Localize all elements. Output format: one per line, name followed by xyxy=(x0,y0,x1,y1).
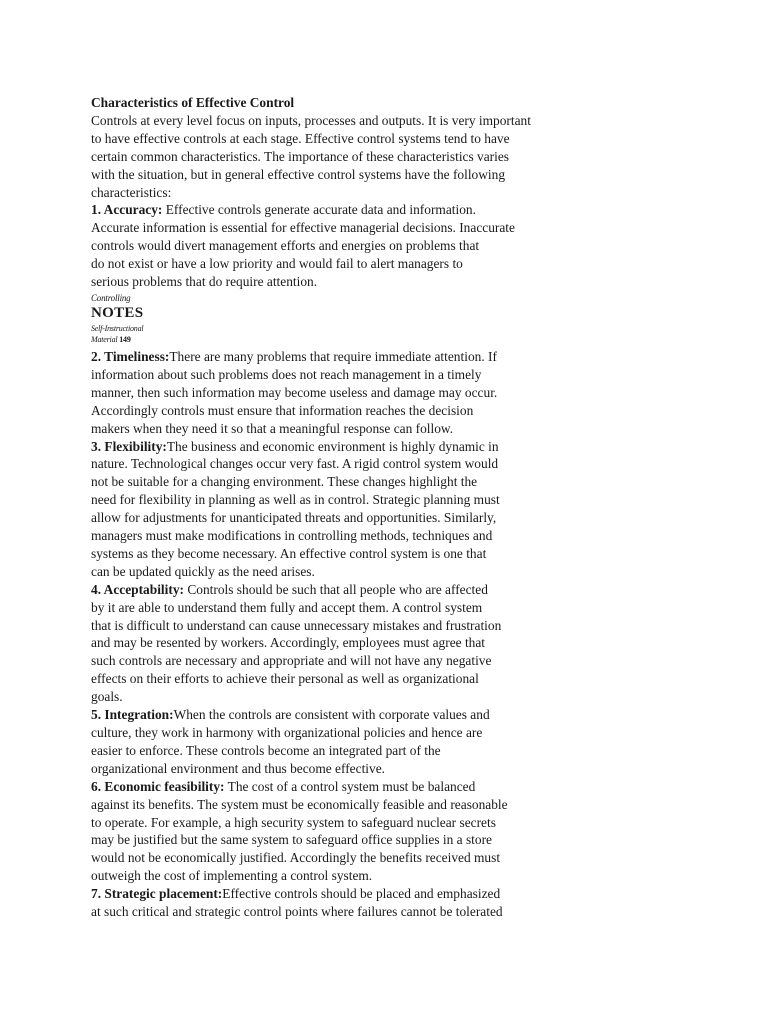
item-line: organizational environment and thus become effective. xyxy=(91,760,385,776)
page-number: 149 xyxy=(119,334,131,344)
characteristic-timeliness xyxy=(91,348,591,438)
item-text: The cost of a control system must be balanced xyxy=(224,778,476,794)
item-line: not be suitable for a changing environment. These changes highlight the xyxy=(91,474,478,490)
item-line: nature. Technological changes occur very fast. A rigid control system would xyxy=(91,456,499,472)
intro-line: certain common characteristics. The importance of these characteristics varies xyxy=(91,148,510,164)
characteristic-strategic-placement xyxy=(91,885,591,921)
item-line: such controls are necessary and appropriate and will not have any negative xyxy=(91,653,492,669)
notes-label: NOTES xyxy=(91,304,144,321)
characteristic-acceptability xyxy=(91,581,591,706)
item-line: against its benefits. The system must be economically feasible and reasonable xyxy=(91,796,508,812)
margin-notes-block xyxy=(91,292,591,345)
item-line: goals. xyxy=(91,689,123,705)
item-term: 7. Strategic placement: xyxy=(91,886,223,902)
item-text: Controls should be such that all people who are affected xyxy=(183,581,488,597)
item-line: and may be resented by workers. Accordingly, employees must agree that xyxy=(91,635,486,651)
item-line: at such critical and strategic control points where failures cannot be tolerated xyxy=(91,904,503,920)
item-term: 6. Economic feasibility: xyxy=(91,778,225,794)
item-line: systems as they become necessary. An effective control system is one that xyxy=(91,545,487,561)
characteristic-integration xyxy=(91,706,591,778)
item-line: can be updated quickly as the need arises. xyxy=(91,563,315,579)
characteristic-accuracy xyxy=(91,201,591,291)
item-line: Accordingly controls must ensure that information reaches the decision xyxy=(91,402,474,418)
item-line: managers must make modifications in controlling methods, techniques and xyxy=(91,528,493,544)
item-line: would not be economically justified. Accordingly the benefits received must xyxy=(91,850,501,866)
item-line: need for flexibility in planning as well as in control. Strategic planning must xyxy=(91,492,500,508)
material-label-2: Material xyxy=(91,334,118,344)
section-heading: Characteristics of Effective Control xyxy=(91,95,295,110)
intro-paragraph xyxy=(91,112,591,202)
item-line: allow for adjustments for unanticipated threats and opportunities. Similarly, xyxy=(91,510,497,526)
document-page xyxy=(91,94,591,921)
intro-line: with the situation, but in general effective control systems have the following xyxy=(91,166,506,182)
intro-line: Controls at every level focus on inputs, processes and outputs. It is very important xyxy=(91,112,531,128)
intro-line: characteristics: xyxy=(91,184,172,200)
page-number-line xyxy=(91,334,591,345)
item-term: 1. Accuracy: xyxy=(91,202,163,218)
item-line: culture, they work in harmony with organizational policies and hence are xyxy=(91,725,483,740)
item-term: 3. Flexibility: xyxy=(91,438,167,454)
item-line: serious problems that do require attention. xyxy=(91,274,318,290)
item-line: by it are able to understand them fully and accept them. A control system xyxy=(91,599,483,615)
characteristic-flexibility xyxy=(91,438,591,581)
intro-line: to have effective controls at each stage. Effective control systems tend to have xyxy=(91,130,510,146)
item-text: When the controls are consistent with corporate values and xyxy=(173,707,490,723)
item-line: easier to enforce. These controls become an integrated part of the xyxy=(91,742,441,758)
item-line: manner, then such information may become useless and damage may occur. xyxy=(91,384,498,400)
item-text: There are many problems that require immediate attention. If xyxy=(169,348,497,364)
item-line: to operate. For example, a high security system to safeguard nuclear secrets xyxy=(91,814,496,830)
item-text: The business and economic environment is highly dynamic in xyxy=(166,438,499,454)
material-label: Self-Instructional xyxy=(91,323,144,333)
item-text: Effective controls generate accurate data and information. xyxy=(162,202,476,218)
item-line: may be justified but the same system to safeguard office supplies in a store xyxy=(91,832,492,848)
item-line: controls would divert management efforts and energies on problems that xyxy=(91,238,480,254)
item-line: information about such problems does not reach management in a timely xyxy=(91,366,482,382)
item-term: 2. Timeliness: xyxy=(91,348,170,364)
characteristic-economic-feasibility xyxy=(91,778,591,885)
section-label: Controlling xyxy=(91,292,131,303)
item-line: effects on their efforts to achieve their personal as well as organizational xyxy=(91,671,479,687)
item-line: that is difficult to understand can cause unnecessary mistakes and frustration xyxy=(91,617,502,633)
item-line: do not exist or have a low priority and would fail to alert managers to xyxy=(91,256,463,272)
item-term: 4. Acceptability: xyxy=(91,581,184,597)
item-text: Effective controls should be placed and emphasized xyxy=(222,886,501,902)
item-line: makers when they need it so that a meaningful response can follow. xyxy=(91,420,454,436)
item-line: outweigh the cost of implementing a control system. xyxy=(91,868,373,884)
item-term: 5. Integration: xyxy=(91,707,174,723)
item-line: Accurate information is essential for effective managerial decisions. Inaccurate xyxy=(91,220,515,236)
